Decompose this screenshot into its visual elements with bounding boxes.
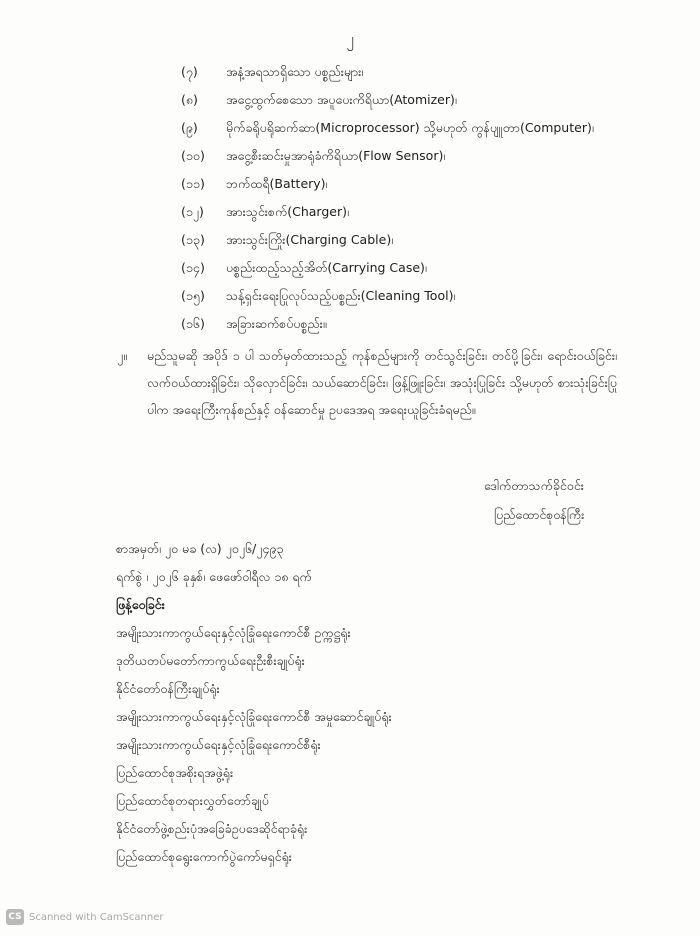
recipient-item: ပြည်ထောင်စုအစိုးရအဖွဲ့ရုံး xyxy=(116,765,234,780)
item-number: (၁၆) xyxy=(181,316,205,331)
recipient-item: ပြည်ထောင်စုတရားလွှတ်တော်ချုပ် xyxy=(116,793,269,808)
item-text: အငွေ့စီးဆင်းမှုအာရုံခံကိရိယာ(Flow Sensor)၊ xyxy=(226,148,446,163)
paragraph-number: ၂။ xyxy=(117,348,127,363)
recipient-item: ပြည်ထောင်စုရွေးကောက်ပွဲကော်မရှင်ရုံး xyxy=(116,849,292,864)
signatory-name: ဒေါက်တာသက်ခိုင်ဝင်း xyxy=(484,478,584,493)
page-number: ၂ xyxy=(346,30,354,48)
distribution-heading: ဖြန့်ဝေခြင်း xyxy=(116,597,165,612)
item-number: (၁၅) xyxy=(181,288,205,303)
camscanner-logo-icon: CS xyxy=(6,909,24,925)
list-item xyxy=(181,64,363,83)
item-text: မိုက်ခရိုပရိုဆက်ဆာ(Microprocessor) သို့မဟုတ် ကွန်ပျူတာ(Computer)၊ xyxy=(226,120,594,135)
main-paragraph xyxy=(117,342,617,423)
item-text: အငွေ့ထွက်စေသော အပူပေးကိရိယာ(Atomizer)၊ xyxy=(226,92,457,107)
recipient-item: အမျိုးသားကာကွယ်ရေးနှင့်လုံခြုံရေးကောင်စီ ဥက္ကဋ္ဌရုံး xyxy=(116,625,351,640)
item-number: (၇) xyxy=(181,64,198,79)
item-text: အနံ့အရသာရှိသော ပစ္စည်းများ၊ xyxy=(226,64,364,79)
list-item xyxy=(181,176,328,195)
item-number: (၉) xyxy=(181,120,198,135)
item-number: (၁၀) xyxy=(181,148,205,163)
item-text: ဘက်ထရီ(Battery)၊ xyxy=(226,176,328,191)
recipient-item: အမျိုးသားကာကွယ်ရေးနှင့်လုံခြုံရေးကောင်စီရုံး xyxy=(116,737,321,752)
letter-date: ရက်စွဲ ၊ ၂၀၂၆ ခုနှစ်၊ ဖေဖော်ဝါရီလ ၁၈ ရက် xyxy=(116,569,312,584)
item-text: ပစ္စည်းထည့်သည့်အိတ်(Carrying Case)၊ xyxy=(226,260,427,275)
list-item xyxy=(181,92,457,111)
list-item xyxy=(181,148,445,167)
item-number: (၁၁) xyxy=(181,176,205,191)
letter-number: စာအမှတ်၊ ၂၀ မခ (လ) ၂၀၂၆/၂၄၉၃ xyxy=(116,541,284,556)
recipient-item: ဒုတိယတပ်မတော်ကာကွယ်ရေးဦးစီးချုပ်ရုံး xyxy=(116,653,305,668)
watermark-text: Scanned with CamScanner xyxy=(29,911,164,923)
list-item xyxy=(181,260,427,279)
item-text: အားသွင်းစက်(Charger)၊ xyxy=(226,204,349,219)
signatory-title: ပြည်ထောင်စုဝန်ကြီး xyxy=(494,507,585,522)
item-text: အားသွင်းကြိုး(Charging Cable)၊ xyxy=(226,232,394,247)
item-number: (၁၂) xyxy=(181,204,204,219)
recipient-item: နိုင်ငံတော်ဝန်ကြီးချုပ်ရုံး xyxy=(116,681,220,696)
scanner-watermark xyxy=(6,909,164,925)
list-item xyxy=(181,204,349,223)
item-text: သန့်ရှင်းရေးပြုလုပ်သည့်ပစ္စည်း(Cleaning Tool)၊ xyxy=(226,288,456,303)
recipient-item: နိုင်ငံတော်ဖွဲ့စည်းပုံအခြေခံဥပဒေဆိုင်ရာခုံရုံး xyxy=(116,821,308,836)
item-number: (၈) xyxy=(181,92,198,107)
paragraph-text: မည်သူမဆို အပိုဒ် ၁ ပါ သတ်မှတ်ထားသည့် ကုန်စည်များကို တင်သွင်းခြင်း၊ တင်ပို့ခြင်း၊ ရောင်းဝယ်ခြင်း၊ လက်ဝယ်ထားရှိခြင်း၊ သိုလှောင်ခြင်း၊ သယ်ဆောင်ခြင်း၊ ဖြန့်ဖြူးခြင်း၊ အသုံးပြုခြင်း သို့မဟုတ် စားသုံးခြင်းပြုပါက အရေးကြီးကုန်စည်နှင့် ဝန်ဆောင်မှု ဥပဒေအရ အရေးယူခြင်းခံရမည်။ xyxy=(147,348,617,417)
item-text: အခြားဆက်စပ်ပစ္စည်း။ xyxy=(226,316,327,331)
list-item xyxy=(181,316,327,335)
item-number: (၁၄) xyxy=(181,260,205,275)
item-number: (၁၃) xyxy=(181,232,205,247)
recipient-item: အမျိုးသားကာကွယ်ရေးနှင့်လုံခြုံရေးကောင်စီ အမှုဆောင်ချုပ်ရုံး xyxy=(116,709,392,724)
list-item xyxy=(181,232,393,251)
list-item xyxy=(181,120,594,139)
list-item xyxy=(181,288,455,307)
